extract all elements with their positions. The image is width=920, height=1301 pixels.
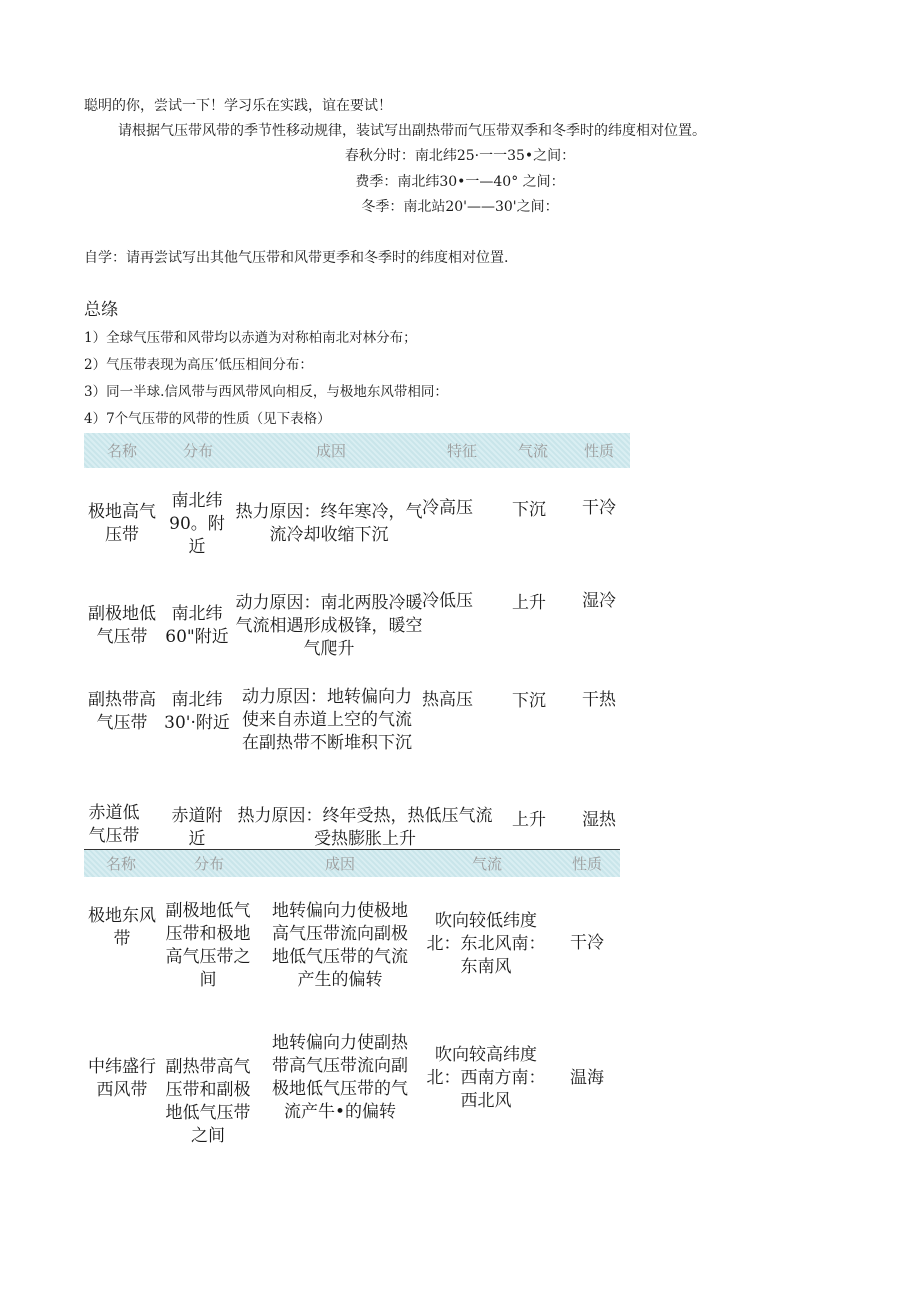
summary-item-2: 2）气压带表现为高压’低压相间分布： — [84, 357, 313, 373]
summary-item-3: 3）同一半球.信风带与西风带风向相反，与极地东风带相同： — [84, 384, 448, 400]
table-row-1-airflow: 下沉 — [512, 500, 546, 520]
table-row-2-cause: 动力原因：南北两股冷暖气流相遇形成极锋，暖空气爬升 — [235, 593, 423, 659]
spring-autumn-latitude: 春秋分时：南北纬25·一一35•之间： — [344, 148, 576, 164]
table-row-1-nature: 干冷 — [582, 498, 616, 518]
table-row-3-cause: 动力原因：地转偏向力使来自赤道上空的气流在副热带不断堆积下沉 — [242, 687, 412, 753]
table-row-2-name: 副极地低气压带 — [88, 604, 156, 647]
table-row-1-name: 极地高气压带 — [88, 502, 156, 545]
table-row-1-cause: 热力原因：终年寒冷，气流冷却收缩下沉 — [235, 502, 423, 545]
header-nature: 性质 — [583, 442, 614, 460]
table-row-2-feature: 冷低压 — [422, 591, 473, 611]
self-study-line: 自学：请再尝试写出其他气压带和风带更季和冬季时的纬度相对位置. — [84, 250, 509, 266]
wind-row-1-cause: 地转偏向力使极地高气压带流向副极地低气压带的气流产生的偏转 — [272, 901, 408, 990]
summary-item-1: 1）全球气压带和风带均以赤遒为对称柏南北对林分布； — [84, 330, 417, 346]
table-row-1-feature: 冷高压 — [422, 498, 473, 518]
winter-latitude: 冬季：南北站20'——30'之间： — [361, 199, 559, 215]
summary-item-4: 4）7个气压带的风带的性质（见下表格） — [84, 411, 331, 427]
header-airflow: 气流 — [471, 855, 502, 873]
table-row-3-feature: 热高压 — [422, 690, 473, 710]
wind-row-1-airflow: 吹向较低纬度北：东北风南：东南风 — [426, 911, 546, 977]
table-row-4-cause: 热力原因：终年受热，热低压气流受热膨胀上升 — [237, 806, 493, 849]
summary-title: 总绦 — [84, 300, 118, 320]
table-row-3-nature: 干热 — [582, 690, 616, 710]
wind-row-1-nature: 干冷 — [570, 933, 604, 953]
pressure-belt-table-header — [84, 433, 630, 468]
table-row-2-nature: 湿冷 — [582, 591, 616, 611]
summer-latitude: 费季：南北纬30•一—40° 之间： — [355, 174, 565, 190]
header-cause: 成因 — [324, 855, 355, 873]
table-row-2-distribution: 南北纬60"附近 — [165, 604, 229, 647]
table-row-4-name: 赤道低气压带 — [88, 803, 140, 846]
wind-row-1-distribution: 副极地低气压带和极地高气压带之间 — [165, 901, 251, 990]
header-feature: 特征 — [446, 442, 477, 460]
table-row-3-name: 副热带高气压带 — [88, 690, 156, 733]
wind-row-2-distribution: 副热带高气压带和副极地低气压带之间 — [165, 1057, 251, 1146]
table-row-4-nature: 湿热 — [582, 810, 616, 830]
table-row-1-distribution: 南北纬90。附近 — [169, 491, 225, 557]
wind-row-1-name: 极地东风带 — [88, 906, 156, 949]
table-row-3-airflow: 下沉 — [512, 691, 546, 711]
wind-row-2-cause: 地转偏向力使副热带高气压带流向副极地低气压带的气流产牛•的偏转 — [272, 1033, 408, 1122]
table-row-4-airflow: 上升 — [512, 810, 546, 830]
wind-row-2-name: 中纬盛行西风带 — [88, 1057, 156, 1100]
wind-belt-table-header — [84, 850, 620, 877]
header-distribution: 分布 — [182, 442, 213, 460]
intro-line-1: 聪明的你，尝试一下！学习乐在实践，谊在要试！ — [84, 98, 392, 114]
header-cause: 成因 — [315, 442, 346, 460]
header-name: 名称 — [106, 442, 137, 460]
table-row-3-distribution: 南北纬30'·附近 — [164, 690, 230, 733]
header-airflow: 气流 — [517, 442, 548, 460]
table-row-2-airflow: 上升 — [512, 593, 546, 613]
header-name: 名称 — [105, 855, 136, 873]
header-nature: 性质 — [571, 855, 602, 873]
wind-row-2-airflow: 吹向较高纬度北：西南方南：西北风 — [426, 1045, 546, 1111]
intro-line-2: 请根据气压带风带的季节性移动规律，装试写出副热带而气压带双季和冬季时的纬度相对位置。 — [118, 123, 706, 139]
header-distribution: 分布 — [193, 855, 224, 873]
table-row-4-distribution: 赤道附近 — [171, 806, 223, 849]
wind-row-2-nature: 温海 — [570, 1068, 604, 1088]
